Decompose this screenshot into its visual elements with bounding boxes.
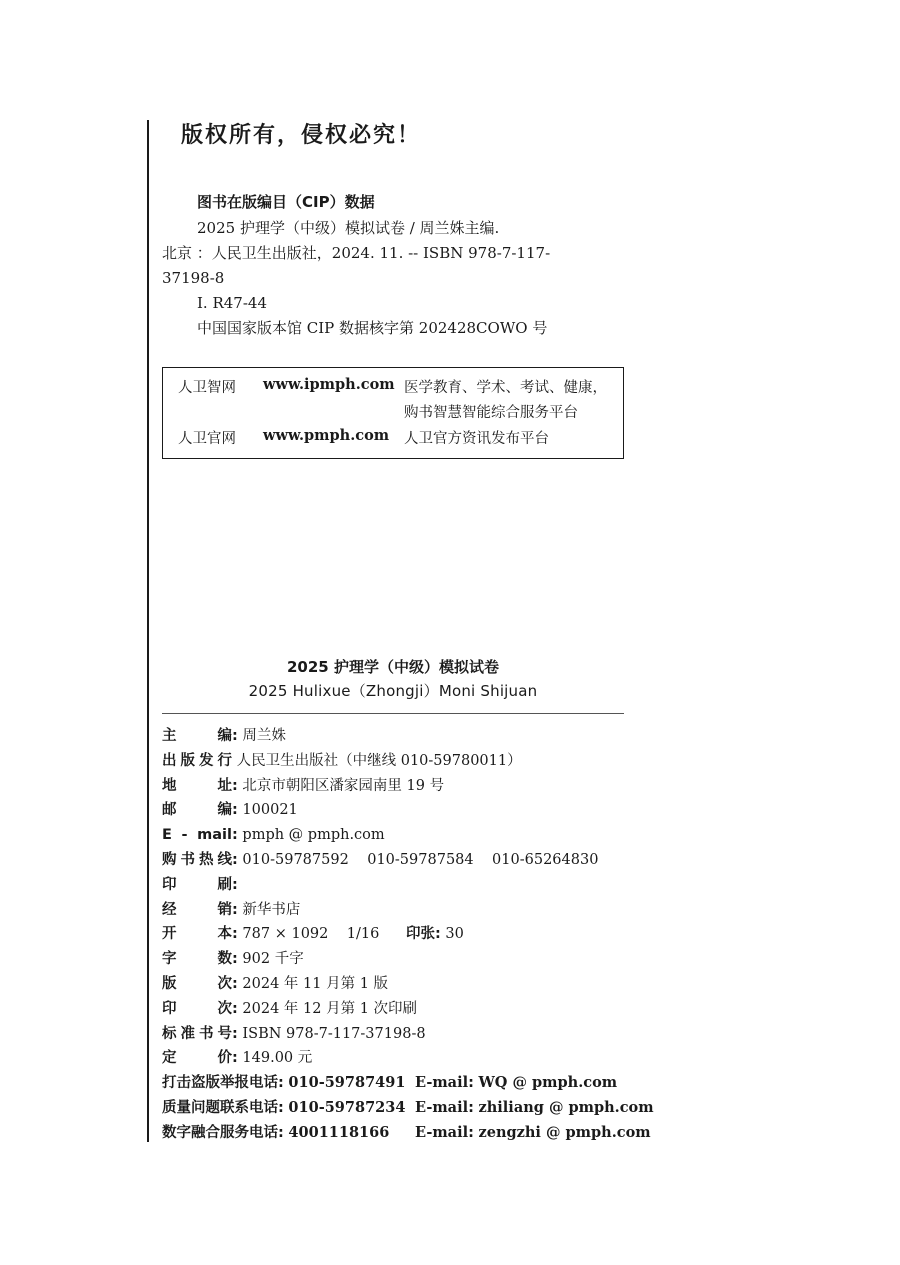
- info-value: 149.00 元: [242, 1050, 313, 1067]
- website-description: 医学教育、学术、考试、健康，: [404, 380, 607, 396]
- book-title-pinyin: 2025 Hulixue（Zhongji）Moni Shijuan: [248, 682, 538, 700]
- info-value: 902 千字: [242, 951, 304, 968]
- info-price: 定价: 149.00 元: [162, 1046, 662, 1071]
- info-value: 010-59787592 010-59787584 010-65264830: [242, 851, 599, 868]
- info-label: 版次: [162, 975, 232, 992]
- cip-line: 北京 ：人民卫生出版社，2024. 11. -- ISBN 978-7-117-: [162, 244, 551, 262]
- info-label: 邮编: [162, 802, 232, 819]
- contact-email[interactable]: zengzhi @ pmph.com: [478, 1123, 651, 1141]
- info-label: 开本: [162, 926, 232, 943]
- info-value: 北京市朝阳区潘家园南里 19 号: [242, 777, 445, 794]
- contact-phone: 010-59787234: [288, 1098, 406, 1116]
- website-url[interactable]: www.pmph.com: [263, 427, 390, 444]
- info-value: 2024 年 12 月第 1 次印刷: [242, 1000, 418, 1017]
- info-value: 新华书店: [242, 901, 301, 918]
- info-postcode: 邮编: 100021: [162, 798, 662, 823]
- copyright-notice: 版权所有，侵权必究！: [181, 123, 422, 148]
- website-description: 人卫官方资讯发布平台: [404, 431, 549, 447]
- book-title-chinese: 2025 护理学（中级）模拟试卷: [287, 658, 499, 676]
- info-value: ISBN 978-7-117-37198-8: [242, 1025, 426, 1042]
- info-label: 出版发行: [162, 752, 232, 769]
- cip-line: 中国国家版本馆 CIP 数据核字第 202428COWO 号: [197, 319, 548, 337]
- contact-label: 数字融合服务电话: [162, 1124, 278, 1141]
- contact-email-label: E-mail: [415, 1074, 469, 1092]
- info-label: 购书热线: [162, 851, 232, 868]
- contact-label: 打击盗版举报电话: [162, 1075, 278, 1092]
- info-label: 印次: [162, 1000, 232, 1017]
- cip-line: 2025 护理学（中级）模拟试卷 / 周兰姝主编.: [197, 219, 500, 237]
- info-editor: 主编: 周兰姝: [162, 724, 662, 749]
- contact-phone: 010-59787491: [288, 1074, 406, 1092]
- contact-email-label: E-mail: [415, 1098, 469, 1116]
- info-distributor: 经销: 新华书店: [162, 898, 662, 923]
- contact-row: 数字融合服务电话: 4001118166 E-mail: zengzhi @ pmph.com: [162, 1123, 651, 1141]
- info-value[interactable]: pmph @ pmph.com: [242, 827, 385, 844]
- cip-title: 图书在版编目（CIP）数据: [197, 193, 375, 211]
- cip-line: 37198-8: [162, 269, 225, 287]
- info-label: 经销: [162, 901, 232, 918]
- publication-info: [162, 724, 662, 1146]
- info-printing: 印次: 2024 年 12 月第 1 次印刷: [162, 997, 662, 1022]
- info-sheets-value: 30: [445, 926, 464, 943]
- website-name: 人卫官网: [178, 431, 236, 447]
- contact-row: 质量问题联系电话: 010-59787234 E-mail: zhiliang @ pmph.com: [162, 1098, 654, 1116]
- info-value: 787 × 1092 1/16: [242, 926, 380, 943]
- cip-line: Ⅰ. R47-44: [197, 294, 267, 312]
- info-label: E - mail: [162, 827, 232, 844]
- info-label: 标准书号: [162, 1025, 232, 1042]
- book-title-block: [162, 655, 624, 703]
- info-label: 印刷: [162, 876, 232, 893]
- info-value: 100021: [242, 802, 298, 819]
- website-url[interactable]: www.ipmph.com: [263, 376, 395, 393]
- info-printer: 印刷:: [162, 873, 662, 898]
- contact-email[interactable]: WQ @ pmph.com: [478, 1074, 618, 1092]
- info-hotline: 购书热线: 010-59787592 010-59787584 010-65264830: [162, 848, 662, 873]
- info-value: 2024 年 11 月第 1 版: [242, 975, 389, 992]
- left-margin-rule: [147, 120, 149, 1142]
- info-sheets-label: 印张: [405, 926, 435, 943]
- contact-label: 质量问题联系电话: [162, 1099, 278, 1116]
- website-description: 购书智慧智能综合服务平台: [404, 405, 578, 421]
- cip-block: [162, 188, 622, 341]
- info-isbn: 标准书号: ISBN 978-7-117-37198-8: [162, 1022, 662, 1047]
- info-label: 字数: [162, 951, 232, 968]
- contact-phone: 4001118166: [288, 1123, 390, 1141]
- info-value: 人民卫生出版社（中继线 010-59780011）: [236, 752, 522, 769]
- info-words: 字数: 902 千字: [162, 947, 662, 972]
- info-format: 开本: 787 × 1092 1/16 印张: 30: [162, 922, 662, 947]
- info-publisher: [162, 749, 662, 774]
- info-label: 主编: [162, 728, 232, 744]
- contact-email[interactable]: zhiliang @ pmph.com: [478, 1098, 654, 1116]
- website-box: [162, 367, 624, 459]
- info-label: 定价: [162, 1050, 232, 1067]
- info-edition: 版次: 2024 年 11 月第 1 版: [162, 972, 662, 997]
- info-email: E - mail: pmph @ pmph.com: [162, 823, 662, 848]
- info-address: 地址: 北京市朝阳区潘家园南里 19 号: [162, 774, 662, 799]
- contact-email-label: E-mail: [415, 1123, 469, 1141]
- info-value: 周兰姝: [242, 728, 286, 744]
- info-label: 地址: [162, 777, 232, 794]
- title-divider: [162, 713, 624, 714]
- website-name: 人卫智网: [178, 380, 236, 396]
- contact-row: 打击盗版举报电话: 010-59787491 E-mail: WQ @ pmph.com: [162, 1074, 618, 1092]
